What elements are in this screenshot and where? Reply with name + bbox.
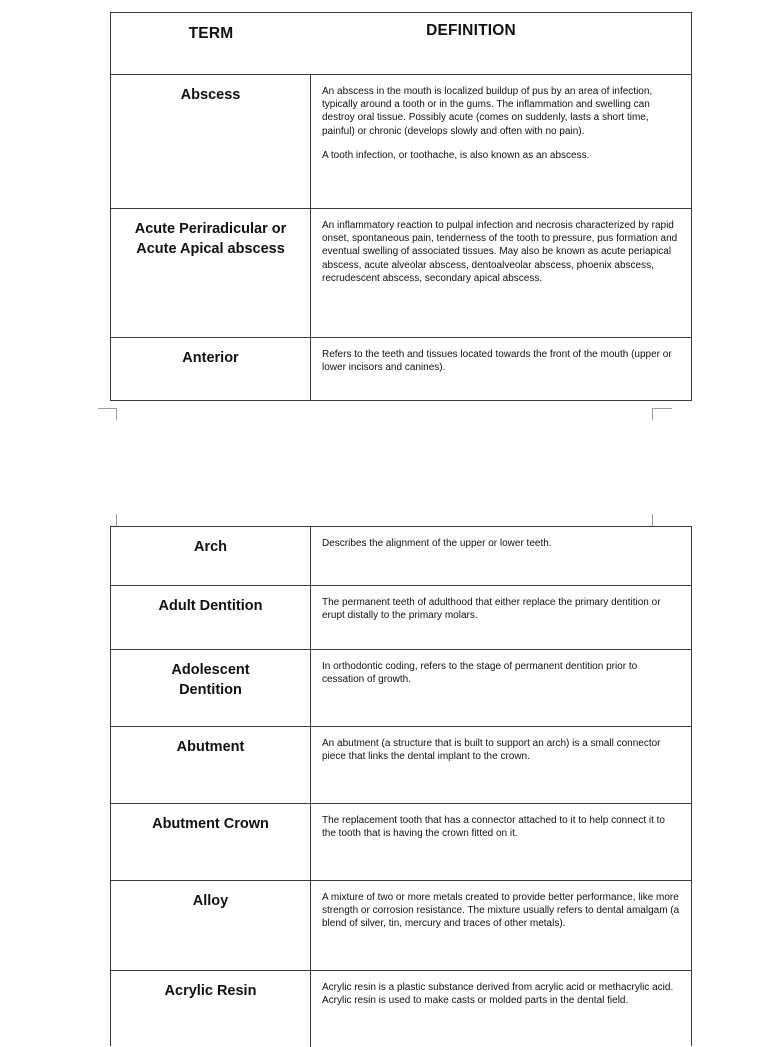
term-cell: Alloy xyxy=(111,881,311,970)
definition-cell xyxy=(311,727,691,803)
crop-mark-top-left-v xyxy=(116,408,117,420)
glossary-table-page-1 xyxy=(110,12,692,401)
definition-paragraph: Refers to the teeth and tissues located towards the front of the mouth (upper or lower incisors and canines). xyxy=(322,349,672,374)
definition-paragraph: Describes the alignment of the upper or lower teeth. xyxy=(322,538,552,549)
table-row xyxy=(111,880,691,970)
term-cell: Abutment Crown xyxy=(111,804,311,880)
definition-cell xyxy=(311,586,691,649)
crop-mark-top-right-v xyxy=(652,408,653,420)
term-cell: Anterior xyxy=(111,338,311,400)
table-row xyxy=(111,585,691,649)
crop-mark-top-right-h xyxy=(652,408,672,409)
term-cell: Adolescent Dentition xyxy=(111,650,311,726)
definition-paragraph: An abutment (a structure that is built to support an arch) is a small connector piece that links the dental implant to the crown. xyxy=(322,738,661,763)
term-cell: Acute Periradicular or Acute Apical abscess xyxy=(111,209,311,337)
definition-column-header: DEFINITION xyxy=(426,22,516,39)
definition-paragraph: An abscess in the mouth is localized buildup of pus by an area of infection, typically around a tooth or in the gums. The inflammation and swelling can destroy oral tissue. Possibly acute (comes on suddenly, lasts a short time, painful) or chronic (develops slowly and often with no pain). xyxy=(322,86,653,137)
table-row xyxy=(111,208,691,337)
table-row xyxy=(111,337,691,400)
term-cell: Abutment xyxy=(111,727,311,803)
definition-cell xyxy=(311,75,691,208)
definition-paragraph: A mixture of two or more metals created to provide better performance, like more strength or corrosion resistance. The mixture usually refers to dental amalgam (a blend of silver, tin, mercury and traces of other metals). xyxy=(322,892,680,930)
definition-cell xyxy=(311,971,691,1047)
term-cell: Acrylic Resin xyxy=(111,971,311,1047)
definition-cell xyxy=(311,650,691,726)
definition-cell xyxy=(311,527,691,585)
term-cell: Abscess xyxy=(111,75,311,208)
table-row xyxy=(111,74,691,208)
definition-paragraph: In orthodontic coding, refers to the stage of permanent dentition prior to cessation of growth. xyxy=(322,661,638,686)
definition-cell xyxy=(311,209,691,337)
term-cell: Arch xyxy=(111,527,311,585)
crop-mark-top-left-h xyxy=(98,408,117,409)
definition-paragraph: The permanent teeth of adulthood that either replace the primary dentition or erupt distally to the primary molars. xyxy=(322,597,661,622)
definition-paragraph: Acrylic resin is a plastic substance derived from acrylic acid or methacrylic acid. Acrylic resin is used to make casts or molded parts in the dental field. xyxy=(322,982,674,1007)
term-cell: Adult Dentition xyxy=(111,586,311,649)
definition-cell xyxy=(311,804,691,880)
crop-mark-bottom-left-v xyxy=(116,514,117,526)
definition-paragraph: A tooth infection, or toothache, is also known as an abscess. xyxy=(322,149,590,161)
definition-cell xyxy=(311,338,691,400)
glossary-table-page-2 xyxy=(110,526,692,1046)
table-row xyxy=(111,649,691,726)
term-column-header: TERM xyxy=(188,25,234,42)
table-row xyxy=(111,726,691,803)
definition-cell xyxy=(311,881,691,970)
table-row xyxy=(111,803,691,880)
crop-mark-bottom-right-v xyxy=(652,514,653,526)
definition-paragraph: An inflammatory reaction to pulpal infection and necrosis characterized by rapid onset, spontaneous pain, tenderness of the tooth to pressure, pus formation and eventual swelling of associated tissues. May also be known as acute periapical abscess, acute alveolar abscess, dentoalveolar abscess, phoenix abscess, recrudescent abscess, secondary apical abscess. xyxy=(322,220,678,284)
definition-paragraph: The replacement tooth that has a connector attached to it to help connect it to the tooth that is having the crown fitted on it. xyxy=(322,815,665,840)
table-row xyxy=(111,527,691,585)
table-row xyxy=(111,970,691,1047)
table-header-row xyxy=(111,13,691,74)
